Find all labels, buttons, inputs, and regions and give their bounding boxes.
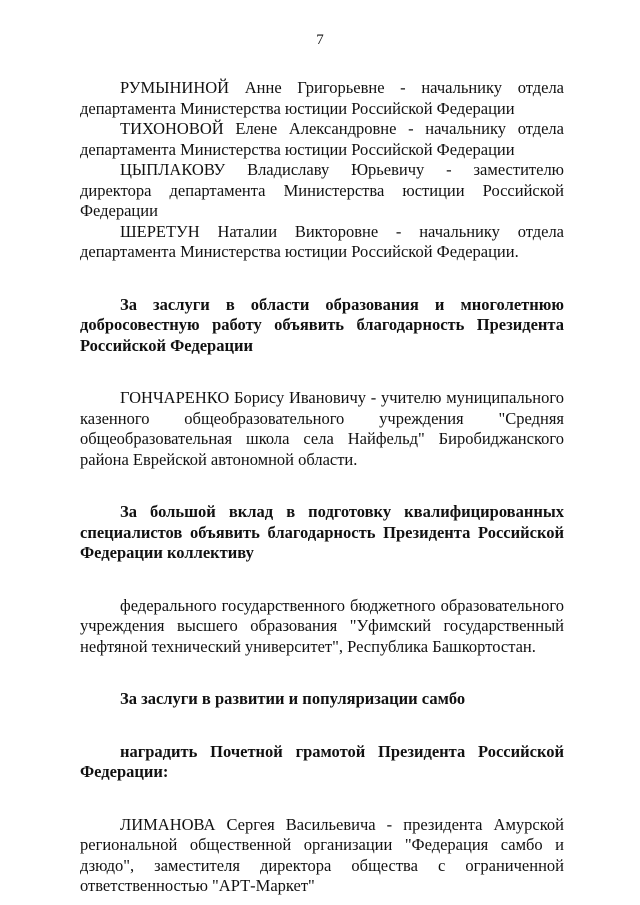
person-entry [80, 119, 564, 160]
person-name: ТИХОНОВОЙ [120, 119, 224, 138]
section-heading-training: За большой вклад в подготовку квалифицированных специалистов объявить благодарность Президента Российской Федерации коллективу [80, 502, 564, 562]
page-number: 7 [316, 32, 324, 48]
person-details: Елене Александровне - начальнику отдела департамента Министерства юстиции Российской Федерации [80, 119, 564, 159]
person-name: РУМЫНИНОЙ [120, 78, 230, 97]
award-subheading: наградить Почетной грамотой Президента Российской Федерации: [80, 741, 564, 781]
person-details: Наталии Викторовне - начальнику отдела департамента Министерства юстиции Российской Федерации. [80, 221, 565, 261]
document-body [80, 78, 564, 897]
person-details: Владиславу Юрьевичу - заместителю директора департамента Министерства юстиции Российской Федерации [80, 160, 565, 220]
person-name: ШЕРЕТУН [120, 221, 200, 241]
person-entry [80, 78, 564, 119]
person-entry-goncharenko: ГОНЧАРЕНКО Борису Ивановичу - учителю муниципального казенного общеобразовательного учреждения "Средняя общеобразовательная школа села Найфельд" Биробиджанского района Еврейской автономной области. [80, 388, 564, 469]
person-entry [80, 160, 564, 222]
section-heading-education: За заслуги в области образования и многолетнюю добросовестную работу объявить благодарность Президента Российской Федерации [80, 294, 564, 355]
person-entry-limanov: ЛИМАНОВА Сергея Васильевича - президента Амурской региональной общественной организации "Федерация самбо и дзюдо", заместителя директора общества с ограниченной ответственностью "АРТ-Маркет" [80, 814, 564, 895]
person-name: ЦЫПЛАКОВУ [120, 160, 226, 179]
person-entry [80, 222, 564, 263]
organization-entry: федерального государственного бюджетного образовательного учреждения высшего образования "Уфимский государственный нефтяной технический университет", Республика Башкортостан. [80, 595, 564, 656]
section-heading-sambo: За заслуги в развитии и популяризации самбо [120, 689, 466, 708]
person-details: Анне Григорьевне - начальнику отдела департамента Министерства юстиции Российской Федерации [80, 78, 564, 118]
